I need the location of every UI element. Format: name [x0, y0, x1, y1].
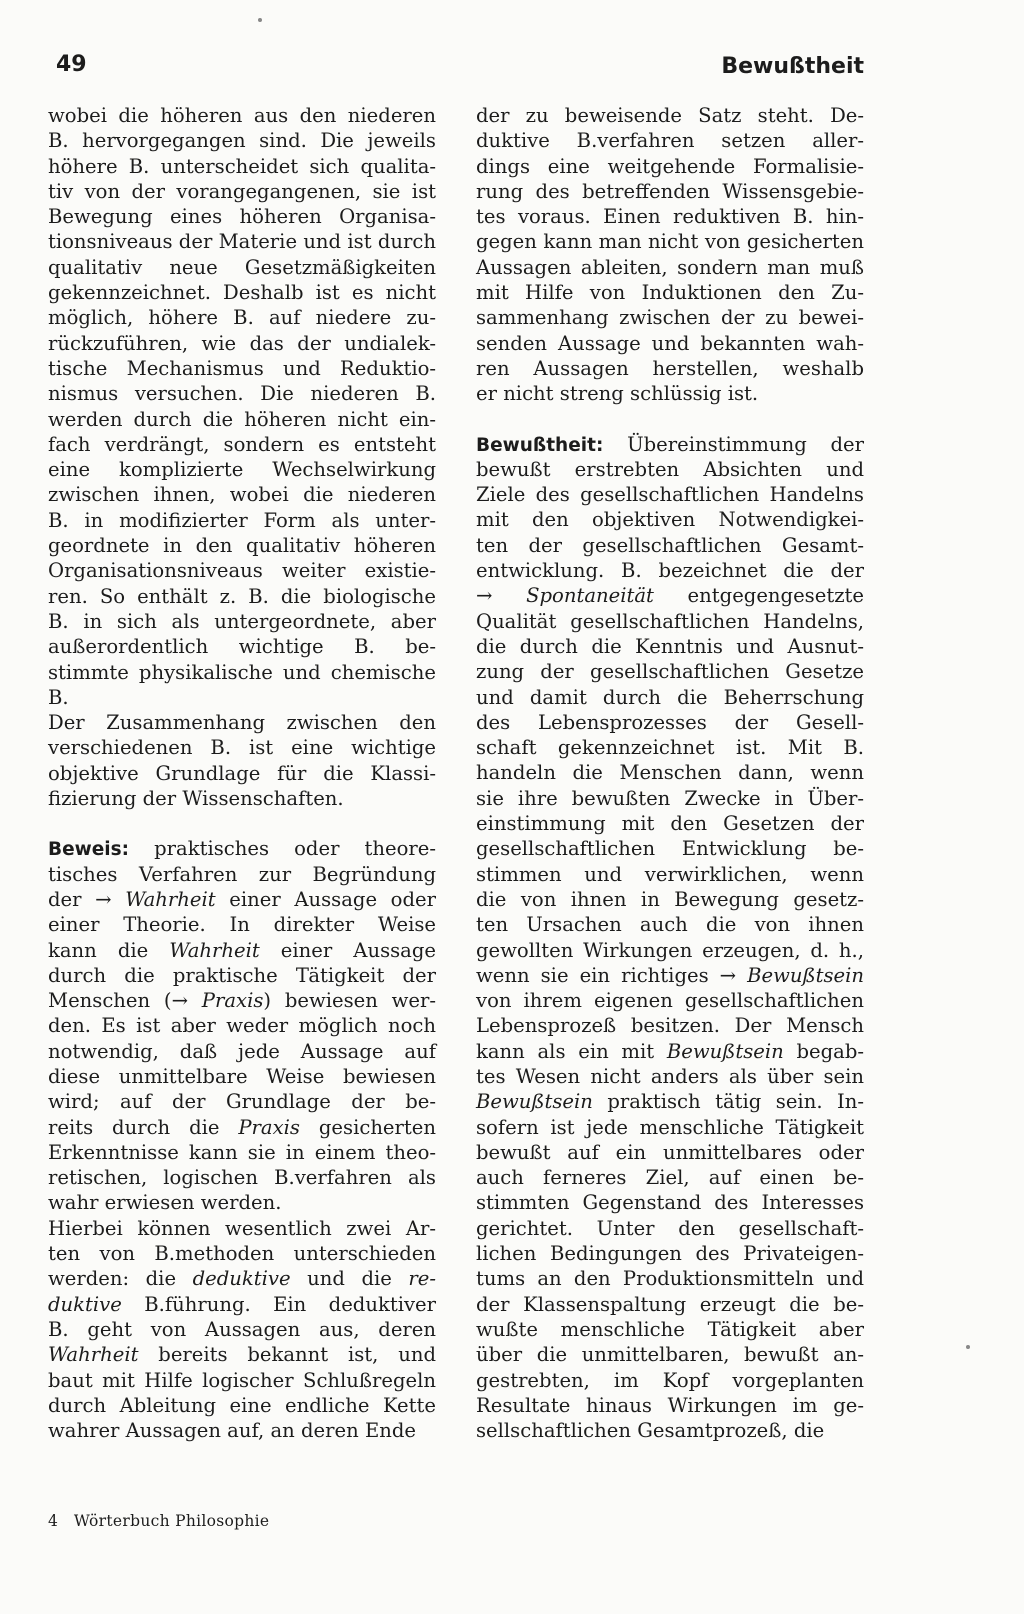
- text-line: Erkenntnisse kann sie in einem theo-: [48, 1140, 436, 1164]
- text-line: werden durch die höheren nicht ein-: [48, 407, 436, 431]
- text-line: Der Zusammenhang zwischen den: [48, 711, 436, 735]
- text-line: und damit durch die Beherrschung: [476, 685, 864, 709]
- text-line: die von ihnen in Bewegung gesetz-: [476, 887, 864, 911]
- text-line: B. hervorgegangen sind. Die jeweils: [48, 129, 436, 153]
- text-line: ren Aussagen herstellen, weshalb: [476, 356, 864, 380]
- cross-reference: Bewußtsein: [476, 1090, 593, 1114]
- text-line: gekennzeichnet. Deshalb ist es nicht: [48, 281, 436, 305]
- text-line: wahrer Aussagen auf, an deren Ende: [48, 1419, 417, 1443]
- print-speck: [258, 18, 262, 22]
- footer-text: Wörterbuch Philosophie: [73, 1512, 270, 1530]
- text-line: tes Wesen nicht anders als über sein: [476, 1064, 864, 1088]
- text-line: baut mit Hilfe logischer Schlußregeln: [48, 1368, 436, 1392]
- cross-reference: Bewußtsein: [747, 963, 864, 987]
- text-line: B. in sich als untergeordnete, aber: [48, 609, 436, 633]
- text-line: verschiedenen B. ist eine wichtige: [48, 736, 436, 760]
- text-line: retischen, logischen B.verfahren als: [48, 1166, 436, 1190]
- text-line: tes voraus. Einen reduktiven B. hin-: [476, 205, 864, 229]
- text-line: B.: [48, 685, 69, 709]
- text-line: gestrebten, im Kopf vorgeplanten: [476, 1368, 864, 1392]
- text-line: wird; auf der Grundlage der be-: [48, 1090, 436, 1114]
- text-line: Resultate hinaus Wirkungen im ge-: [476, 1393, 864, 1417]
- text-line: ten Ursachen auch die von ihnen: [476, 913, 864, 937]
- text-line: B. in modifizierter Form als unter-: [48, 508, 436, 532]
- right-column: [476, 103, 864, 1443]
- text-line: ten von B.methoden unterschieden: [48, 1242, 436, 1266]
- text-line: durch Ableitung eine endliche Kette: [48, 1393, 436, 1417]
- text-line: duktive B.verfahren setzen aller-: [476, 129, 864, 153]
- text-line: tums an den Produktionsmitteln und: [476, 1267, 864, 1291]
- running-header-keyword: Bewußtheit: [721, 54, 864, 79]
- text-line: einstimmung mit den Gesetzen der: [476, 812, 864, 836]
- text-line: B. geht von Aussagen aus, deren: [48, 1317, 436, 1341]
- footer: [48, 1512, 269, 1530]
- text-line: kann als ein mit Bewußtsein begab-: [476, 1039, 864, 1063]
- text-line: tiv von der vorangegangenen, sie ist: [48, 179, 436, 203]
- entry-term: Beweis:: [48, 839, 130, 861]
- text-line: gesellschaftlichen Entwicklung be-: [476, 837, 864, 861]
- text-line: handeln die Menschen dann, wenn: [476, 761, 864, 785]
- text-line: Beweis: praktisches oder theore-: [48, 837, 436, 861]
- text-line: wahr erwiesen werden.: [48, 1191, 282, 1215]
- text-line: über die unmittelbaren, bewußt an-: [476, 1343, 864, 1367]
- text-line: Hierbei können wesentlich zwei Ar-: [48, 1216, 436, 1240]
- text-line: wobei die höheren aus den niederen: [48, 104, 436, 127]
- text-line: fach verdrängt, sondern es entsteht: [48, 432, 436, 456]
- text-line: auch ferneres Ziel, auf einen be-: [476, 1166, 864, 1190]
- text-line: Menschen (→ Praxis) bewiesen wer-: [48, 989, 436, 1013]
- text-line: von ihrem eigenen gesellschaftlichen: [476, 989, 864, 1013]
- text-line: sellschaftlichen Gesamtprozeß, die: [476, 1419, 825, 1443]
- text-line: mit den objektiven Notwendigkei-: [476, 508, 864, 532]
- text-line: Lebensprozeß besitzen. Der Mensch: [476, 1014, 864, 1038]
- text-line: diese unmittelbare Weise bewiesen: [48, 1064, 436, 1088]
- cross-reference: Wahrheit: [48, 1343, 139, 1367]
- print-speck: [966, 1345, 970, 1349]
- text-line: Bewußtheit: Übereinstimmung der: [476, 432, 864, 456]
- cross-reference: Praxis: [238, 1115, 300, 1139]
- text-line: bewußt auf ein unmittelbares oder: [476, 1140, 864, 1164]
- cross-reference: Wahrheit: [125, 887, 216, 911]
- text-line: zung der gesellschaftlichen Gesetze: [476, 660, 864, 684]
- text-line: rückzuführen, wie das der undialek-: [48, 331, 436, 355]
- text-line: durch die praktische Tätigkeit der: [48, 963, 436, 987]
- text-line: gerichtet. Unter den gesellschaft-: [476, 1216, 864, 1240]
- text-line: stimmten Gegenstand des Interesses: [476, 1191, 864, 1215]
- text-line: stimmte physikalische und chemische: [48, 660, 436, 684]
- text-line: senden Aussage und bekannten wah-: [476, 331, 864, 355]
- text-line: geordnete in den qualitativ höheren: [48, 534, 436, 558]
- text-line: Bewegung eines höheren Organisa-: [48, 205, 436, 229]
- text-line: duktive B.führung. Ein deduktiver: [48, 1292, 436, 1316]
- text-line: Organisationsniveaus weiter existie-: [48, 559, 436, 583]
- text-line: lichen Bedingungen des Privateigen-: [476, 1242, 864, 1266]
- text-line: werden: die deduktive und die re-: [48, 1267, 436, 1291]
- text-line: qualitativ neue Gesetzmäßigkeiten: [48, 255, 436, 279]
- text-line: gegen kann man nicht von gesicherten: [476, 230, 864, 254]
- text-line: notwendig, daß jede Aussage auf: [48, 1039, 436, 1063]
- footer-signature: 4: [48, 1512, 59, 1530]
- text-line: dings eine weitgehende Formalisie-: [476, 154, 864, 178]
- text-line: gewollten Wirkungen erzeugen, d. h.,: [476, 938, 864, 962]
- text-line: der zu beweisende Satz steht. De-: [476, 104, 864, 127]
- text-line: kann die Wahrheit einer Aussage: [48, 938, 436, 962]
- cross-reference: Bewußtsein: [666, 1039, 784, 1063]
- text-line: tisches Verfahren zur Begründung: [48, 862, 436, 886]
- text-line: die durch die Kenntnis und Ausnut-: [476, 634, 864, 658]
- text-line: Wahrheit bereits bekannt ist, und: [48, 1343, 436, 1367]
- text-line: wußte menschliche Tätigkeit aber: [476, 1317, 864, 1341]
- text-line: den. Es ist aber weder möglich noch: [48, 1014, 436, 1038]
- text-line: reits durch die Praxis gesicherten: [48, 1115, 436, 1139]
- cross-reference: Praxis: [201, 989, 264, 1013]
- text-line: objektive Grundlage für die Klassi-: [48, 761, 436, 785]
- text-line: Bewußtsein praktisch tätig sein. In-: [476, 1090, 864, 1114]
- text-line: sie ihre bewußten Zwecke in Über-: [476, 786, 864, 810]
- text-line: höhere B. unterscheidet sich qualita-: [48, 154, 436, 178]
- text-line: der Klassenspaltung erzeugt die be-: [476, 1292, 864, 1316]
- text-line: sofern ist jede menschliche Tätigkeit: [476, 1115, 864, 1139]
- text-line: schaft gekennzeichnet ist. Mit B.: [476, 736, 864, 760]
- text-line: bewußt erstrebten Absichten und: [476, 457, 864, 481]
- text-line: der → Wahrheit einer Aussage oder: [48, 887, 436, 911]
- cross-reference: Spontaneität: [526, 584, 654, 608]
- text-line: zwischen ihnen, wobei die niederen: [48, 483, 436, 507]
- text-line: möglich, höhere B. auf niedere zu-: [48, 306, 436, 330]
- text-line: ten der gesellschaftlichen Gesamt-: [476, 533, 864, 557]
- text-line: außerordentlich wichtige B. be-: [48, 635, 436, 659]
- text-line: einer Theorie. In direkter Weise: [48, 913, 436, 937]
- text-line: des Lebensprozesses der Gesell-: [476, 710, 864, 734]
- text-line: ren. So enthält z. B. die biologische: [48, 584, 436, 608]
- text-line: er nicht streng schlüssig ist.: [476, 382, 759, 406]
- paragraph-gap: [48, 811, 436, 836]
- entry-term: Bewußtheit:: [476, 434, 604, 456]
- text-line: stimmen und verwirklichen, wenn: [476, 862, 864, 886]
- page-number: 49: [56, 52, 87, 77]
- text-line: tionsniveaus der Materie und ist durch: [48, 230, 436, 254]
- text-line: entwicklung. B. bezeichnet die der: [476, 559, 864, 583]
- left-column: [48, 103, 436, 1443]
- text-line: wenn sie ein richtiges → Bewußtsein: [476, 963, 864, 987]
- text-line: fizierung der Wissenschaften.: [48, 787, 344, 811]
- text-line: rung des betreffenden Wissensgebie-: [476, 179, 864, 203]
- text-line: Qualität gesellschaftlichen Handelns,: [476, 609, 864, 633]
- text-line: eine komplizierte Wechselwirkung: [48, 458, 436, 482]
- cross-reference: Wahrheit: [169, 938, 260, 962]
- text-line: tische Mechanismus und Reduktio-: [48, 356, 436, 380]
- text-line: sammenhang zwischen der zu bewei-: [476, 306, 864, 330]
- paragraph-gap: [476, 407, 864, 432]
- text-line: mit Hilfe von Induktionen den Zu-: [476, 281, 864, 305]
- text-line: → Spontaneität entgegengesetzte: [476, 584, 864, 608]
- text-line: nismus versuchen. Die niederen B.: [48, 382, 436, 406]
- text-line: Ziele des gesellschaftlichen Handelns: [476, 483, 864, 507]
- text-line: Aussagen ableiten, sondern man muß: [476, 255, 864, 279]
